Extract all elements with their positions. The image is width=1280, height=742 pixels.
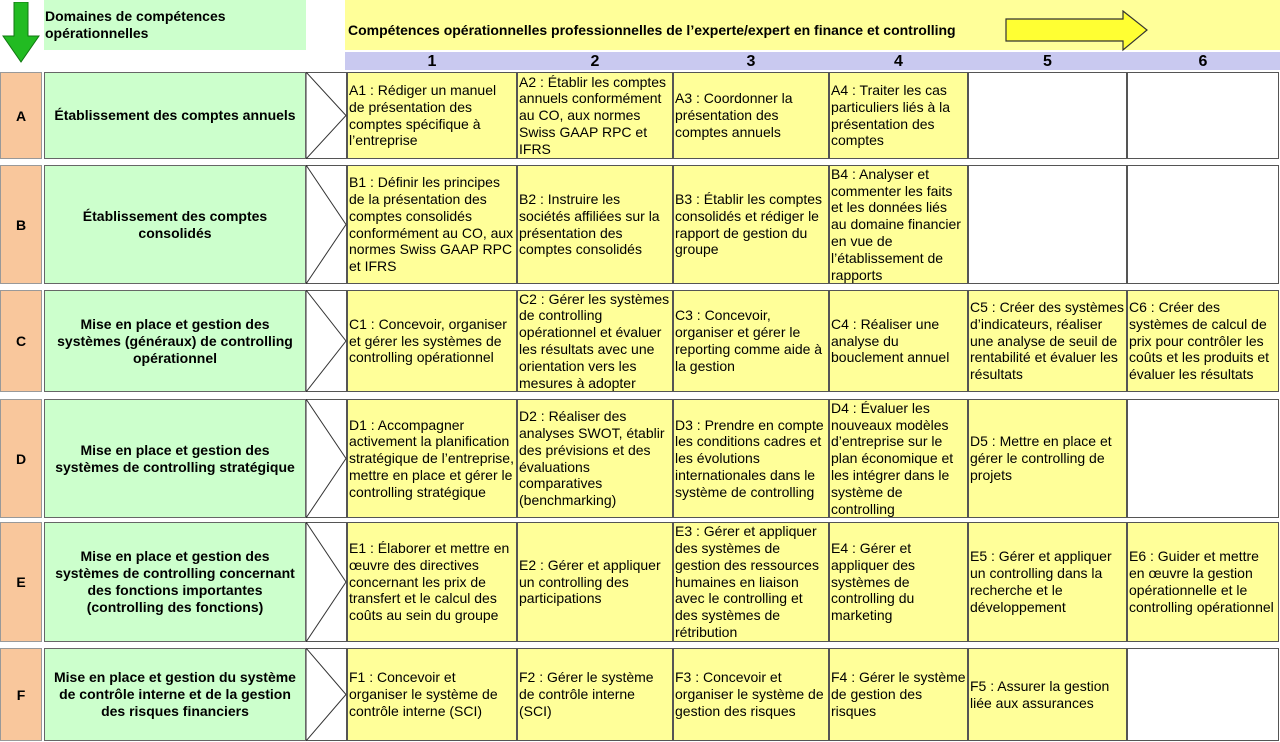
domain-cell: Établissement des comptes annuels bbox=[44, 72, 306, 159]
competence-text: C5 : Créer des systèmes d’indicateurs, réaliser une analyse de seuil de rentabilité et évaluer les résultats bbox=[970, 299, 1125, 383]
domain-cell: Mise en place et gestion des systèmes de controlling stratégique bbox=[44, 399, 306, 518]
empty-cell bbox=[1127, 72, 1279, 159]
level-number-3: 3 bbox=[746, 53, 756, 70]
competence-cell bbox=[968, 399, 1127, 518]
competence-cell bbox=[829, 399, 968, 518]
chevron-right-icon bbox=[306, 522, 347, 642]
row-letter: A bbox=[0, 72, 42, 159]
empty-cell bbox=[1127, 648, 1279, 741]
competence-cell bbox=[673, 648, 829, 741]
competence-cell bbox=[673, 165, 829, 284]
level-number-6: 6 bbox=[1198, 53, 1208, 70]
chevron-right-icon bbox=[306, 399, 347, 518]
level-number-5: 5 bbox=[1043, 53, 1052, 70]
competence-cell bbox=[829, 522, 968, 642]
competence-text: D3 : Prendre en compte les conditions cadres et les évolutions internationales dans le système de controlling bbox=[675, 416, 824, 500]
competence-text: E4 : Gérer et appliquer des systèmes de controlling du marketing bbox=[831, 540, 916, 624]
chevron-right-icon bbox=[306, 72, 347, 159]
competence-text: A2 : Établir les comptes annuels conformément au CO, aux normes Swiss GAAP RPC et IFRS bbox=[519, 73, 667, 157]
competence-text: A4 : Traiter les cas particuliers liés à la présentation des comptes bbox=[831, 81, 951, 149]
competence-text: C2 : Gérer les systèmes de controlling opérationnel et évaluer les résultats avec une orientation vers les mesures à adopter bbox=[519, 290, 670, 391]
chevron-right-icon bbox=[306, 290, 347, 392]
domain-cell: Mise en place et gestion des systèmes de controlling concernant des fonctions importantes (controlling des fonctions) bbox=[44, 522, 306, 642]
level-number-1: 1 bbox=[427, 53, 437, 70]
competence-text: A3 : Coordonner la présentation des comptes annuels bbox=[675, 90, 793, 140]
level-number-2: 2 bbox=[590, 53, 600, 70]
competences-header-title: Compétences opérationnelles professionnelles de l’experte/expert en finance et controlling bbox=[348, 22, 956, 38]
empty-cell bbox=[968, 72, 1127, 159]
competence-cell bbox=[673, 290, 829, 392]
competence-cell bbox=[517, 290, 673, 392]
empty-cell bbox=[1127, 399, 1279, 518]
competence-cell bbox=[673, 522, 829, 642]
competence-cell bbox=[517, 72, 673, 159]
competence-text: B2 : Instruire les sociétés affiliées sur la présentation des comptes consolidés bbox=[519, 190, 660, 258]
competence-cell bbox=[829, 648, 968, 741]
competence-text: D4 : Évaluer les nouveaux modèles d’entreprise sur le plan économique et les intégrer dans le système de controlling bbox=[831, 399, 954, 517]
right-arrow-icon bbox=[1005, 10, 1149, 52]
competence-cell bbox=[517, 648, 673, 741]
competence-text: B4 : Analyser et commenter les faits et les données liés au domaine financier en vue de l’établissement de rapports bbox=[831, 165, 961, 283]
row-letter: B bbox=[0, 165, 42, 284]
chevron-right-icon bbox=[306, 165, 347, 284]
row-letter: C bbox=[0, 290, 42, 392]
competence-cell bbox=[517, 522, 673, 642]
competence-text: C6 : Créer des systèmes de calcul de prix pour contrôler les coûts et les produits et évaluer les résultats bbox=[1129, 299, 1270, 383]
competence-text: E5 : Gérer et appliquer un controlling dans la recherche et le développement bbox=[970, 548, 1112, 615]
domain-header: Domaines de compétences opérationnelles bbox=[44, 0, 306, 50]
competence-cell bbox=[829, 165, 968, 284]
competence-text: F3 : Concevoir et organiser le système de gestion des risques bbox=[675, 669, 824, 719]
competence-text: F5 : Assurer la gestion liée aux assurances bbox=[970, 677, 1110, 711]
competence-cell bbox=[1127, 522, 1279, 642]
competence-text: C4 : Réaliser une analyse du bouclement annuel bbox=[831, 315, 950, 366]
competence-text: F4 : Gérer le système de gestion des risques bbox=[831, 669, 966, 719]
competence-text: E6 : Guider et mettre en œuvre la gestion opérationnelle et le controlling opérationnel bbox=[1129, 548, 1274, 615]
competence-cell bbox=[347, 72, 517, 159]
competence-cell bbox=[347, 165, 517, 284]
competence-text: B3 : Établir les comptes consolidés et rédiger le rapport de gestion du groupe bbox=[675, 190, 823, 258]
competence-cell bbox=[347, 399, 517, 518]
competence-cell bbox=[347, 522, 517, 642]
competence-text: D1 : Accompagner activement la planification stratégique de l’entreprise, mettre en place et gérer le controlling stratégique bbox=[349, 416, 514, 500]
competence-text: C1 : Concevoir, organiser et gérer les systèmes de controlling opérationnel bbox=[349, 315, 507, 366]
competence-text: D5 : Mettre en place et gérer le controlling de projets bbox=[970, 433, 1112, 483]
domain-cell: Mise en place et gestion des systèmes (généraux) de controlling opérationnel bbox=[44, 290, 306, 392]
competence-text: E3 : Gérer et appliquer des systèmes de gestion des ressources humaines en liaison avec le controlling et des systèmes de rétribution bbox=[675, 523, 819, 640]
domain-cell: Mise en place et gestion du système de contrôle interne et de la gestion des risques financiers bbox=[44, 648, 306, 741]
competence-cell bbox=[829, 290, 968, 392]
down-arrow-icon bbox=[0, 2, 42, 64]
empty-cell bbox=[968, 165, 1127, 284]
competence-cell bbox=[968, 648, 1127, 741]
row-letter: D bbox=[0, 399, 42, 518]
competence-text: E2 : Gérer et appliquer un controlling des participations bbox=[519, 556, 661, 607]
competence-cell bbox=[347, 648, 517, 741]
empty-cell bbox=[1127, 165, 1279, 284]
competence-text: F1 : Concevoir et organiser le système de contrôle interne (SCI) bbox=[349, 669, 498, 719]
competence-text: B1 : Définir les principes de la présentation des comptes consolidés conformément au CO, aux normes Swiss GAAP RPC et IFRS bbox=[349, 174, 514, 275]
row-letter: E bbox=[0, 522, 42, 642]
domain-cell: Établissement des comptes consolidés bbox=[44, 165, 306, 284]
competence-cell bbox=[673, 72, 829, 159]
competence-cell bbox=[1127, 290, 1279, 392]
competence-text: F2 : Gérer le système de contrôle interne (SCI) bbox=[519, 669, 654, 719]
competence-cell bbox=[517, 165, 673, 284]
competence-cell bbox=[347, 290, 517, 392]
competence-text: D2 : Réaliser des analyses SWOT, établir des prévisions et des évaluations comparatives (benchmarking) bbox=[519, 408, 665, 509]
competence-text: E1 : Élaborer et mettre en œuvre des directives concernant les prix de transfert et le calcul des coûts au sein du groupe bbox=[349, 540, 510, 624]
competence-text: A1 : Rédiger un manuel de présentation des comptes spécifique à l’entreprise bbox=[349, 81, 497, 149]
row-letter: F bbox=[0, 648, 42, 741]
competence-cell bbox=[829, 72, 968, 159]
competence-text: C3 : Concevoir, organiser et gérer le reporting comme aide à la gestion bbox=[675, 307, 823, 374]
chevron-right-icon bbox=[306, 648, 347, 741]
level-number-4: 4 bbox=[894, 53, 903, 70]
competence-cell bbox=[968, 290, 1127, 392]
competence-cell bbox=[517, 399, 673, 518]
competence-cell bbox=[968, 522, 1127, 642]
competence-cell bbox=[673, 399, 829, 518]
